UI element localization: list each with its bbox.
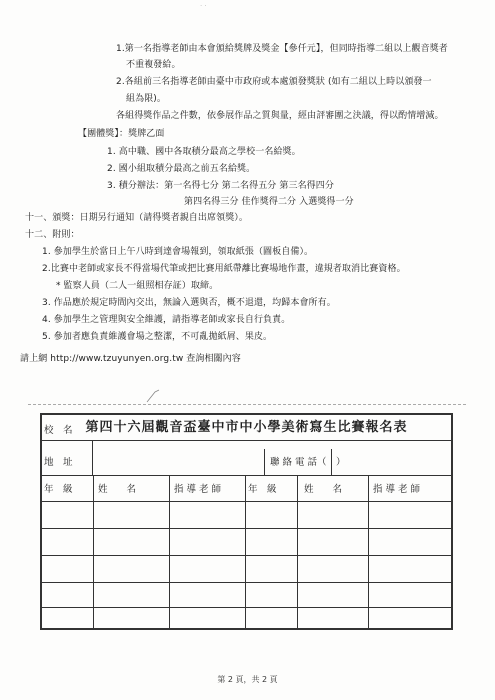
col-teacher-1: 指 導 老 師 <box>174 484 222 495</box>
grid-line <box>42 607 451 608</box>
group-award-item-1: 1. 高中職、國中各取積分最高之學校一名給獎。 <box>107 147 301 157</box>
rule-4: 4. 參加學生之管理與安全維護，請指導老師或家長自行負責。 <box>42 315 291 325</box>
rule-5: 5. 參加者應負責維護會場之整潔，不可亂拋紙屑、果皮。 <box>42 332 273 342</box>
address-label: 地 址 <box>44 457 73 468</box>
registration-form <box>40 413 453 630</box>
form-row-divider <box>42 501 451 502</box>
award-line-3: 2.各組前三名指導老師由臺中市政府或本處頒發獎狀 (如有二組以上時以頒發一 <box>116 77 432 87</box>
form-col-divider <box>264 449 265 475</box>
phone-label: 聯 絡 電 話（ ） <box>270 457 346 468</box>
grid-line <box>368 475 369 628</box>
grid-line <box>42 555 451 556</box>
col-grade-2: 年 級 <box>248 484 277 495</box>
award-line-1: 1.第一名指導老師由本會頒給獎牌及獎金【參仟元】，但同時指導二組以上觀音獎者 <box>116 44 448 54</box>
grid-line <box>245 475 246 628</box>
section-12: 十二、附則： <box>25 230 80 240</box>
page-footer: 第 2 頁，共 2 頁 <box>217 675 278 684</box>
rule-1: 1. 參加學生於當日上午八時到達會場報到，領取紙張（圖板自備）。 <box>42 247 314 257</box>
address-input[interactable] <box>94 451 262 471</box>
grid-line <box>42 582 451 583</box>
col-grade-1: 年 級 <box>44 484 73 495</box>
pen-mark <box>145 388 165 404</box>
group-award-item-3: 3. 積分辦法：第一名得七分 第二名得五分 第三名得四分 <box>107 181 334 191</box>
group-award-item-2: 2. 國小組取積分最高之前五名給獎。 <box>107 164 256 174</box>
phone-input[interactable] <box>333 451 449 471</box>
rule-2-note: * 監察人員（二人一組照相存証）取締。 <box>56 281 219 291</box>
col-teacher-2: 指 導 老 師 <box>373 484 421 495</box>
award-line-4: 組為限)。 <box>126 94 167 104</box>
group-award-heading: 【團體獎】：獎牌乙面 <box>78 129 165 139</box>
rule-2: 2.比賽中老師或家長不得當場代筆或把比賽用紙帶離比賽場地作畫，違規者取消比賽資格。 <box>42 264 406 274</box>
scan-mark: · · <box>200 2 207 10</box>
website-note: 請上網 http://www.tzuyunyen.org.tw 查詢相關內容 <box>20 354 241 364</box>
section-11: 十一、頒獎：日期另行通知（請得獎者親自出席領獎）。 <box>25 213 249 223</box>
award-line-5: 各組得獎作品之件數，依參展作品之質與量，經由評審團之決議，得以酌情增減。 <box>116 111 444 121</box>
school-label: 校 名 <box>44 425 73 436</box>
form-row-divider <box>42 475 451 476</box>
grid-line <box>42 528 451 529</box>
grid-line <box>169 475 170 628</box>
col-name-2: 姓 名 <box>304 484 343 495</box>
group-award-item-4: 第四名得三分 佳作獎得二分 入選獎得一分 <box>184 197 354 207</box>
rule-3: 3. 作品應於規定時間內交出，無論入選與否，概不退還，均歸本會所有。 <box>42 298 336 308</box>
col-name-1: 姓 名 <box>98 484 137 495</box>
form-col-divider <box>92 441 93 475</box>
award-line-2: 不重複發給。 <box>126 60 181 70</box>
grid-line <box>93 475 94 628</box>
cut-line <box>28 404 466 405</box>
form-title: 第四十六屆觀音盃臺中市中小學美術寫生比賽報名表 <box>42 415 451 441</box>
school-input[interactable] <box>94 417 449 433</box>
grid-line <box>297 475 298 628</box>
